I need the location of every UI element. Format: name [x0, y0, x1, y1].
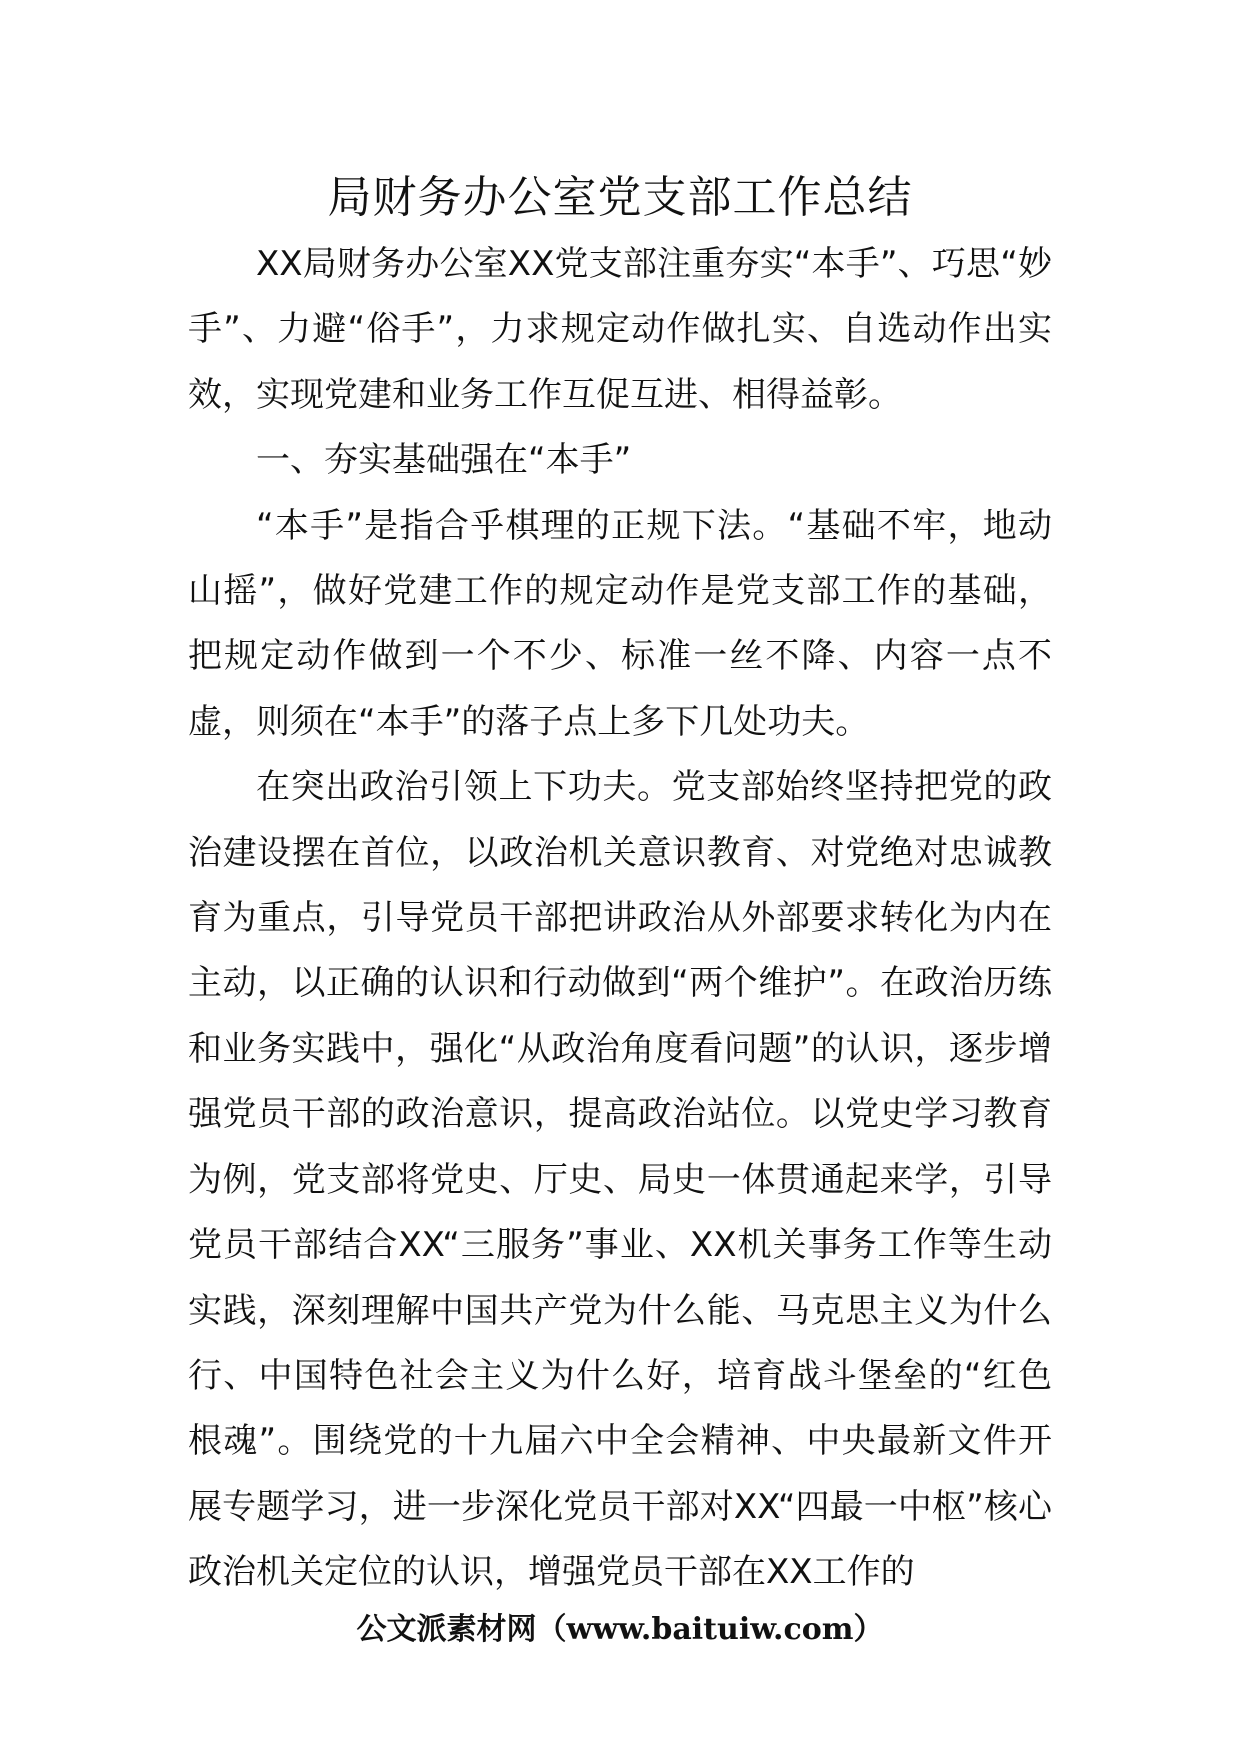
footer-watermark: 公文派素材网（www.baituiw.com） — [356, 1612, 884, 1647]
paragraph-intro: XX局财务办公室XX党支部注重夯实“本手”、巧思“妙手”、力避“俗手”，力求规定动作做扎实、自选动作出实效，实现党建和业务工作互促互进、相得益彰。 — [188, 244, 1052, 415]
document-title: 局财务办公室党支部工作总结 — [327, 172, 913, 223]
section-heading-1: 一、夯实基础强在“本手” — [256, 440, 632, 481]
paragraph-benshou: “本手”是指合乎棋理的正规下法。“基础不牢，地动山摇”，做好党建工作的规定动作是党支部工作的基础，把规定动作做到一个不少、标准一丝不降、内容一点不虚，则须在“本手”的落子点上多下几处功夫。 — [188, 505, 1052, 742]
paragraph-political-guidance: 在突出政治引领上下功夫。党支部始终坚持把党的政治建设摆在首位，以政治机关意识教育、对党绝对忠诚教育为重点，引导党员干部把讲政治从外部要求转化为内在主动，以正确的认识和行动做到“两个维护”。在政治历练和业务实践中，强化“从政治角度看问题”的认识，逐步增强党员干部的政治意识，提高政治站位。以党史学习教育为例，党支部将党史、厅史、局史一体贯通起来学，引导党员干部结合XX“三服务”事业、XX机关事务工作等生动实践，深刻理解中国共产党为什么能、马克思主义为什么行、中国特色社会主义为什么好，培育战斗堡垒的“红色根魂”。围绕党的十九届六中全会精神、中央最新文件开展专题学习，进一步深化党员干部对XX“四最一中枢”核心政治机关定位的认识，增强党员干部在XX工作的 — [188, 767, 1052, 1593]
document-body — [188, 232, 1052, 1606]
